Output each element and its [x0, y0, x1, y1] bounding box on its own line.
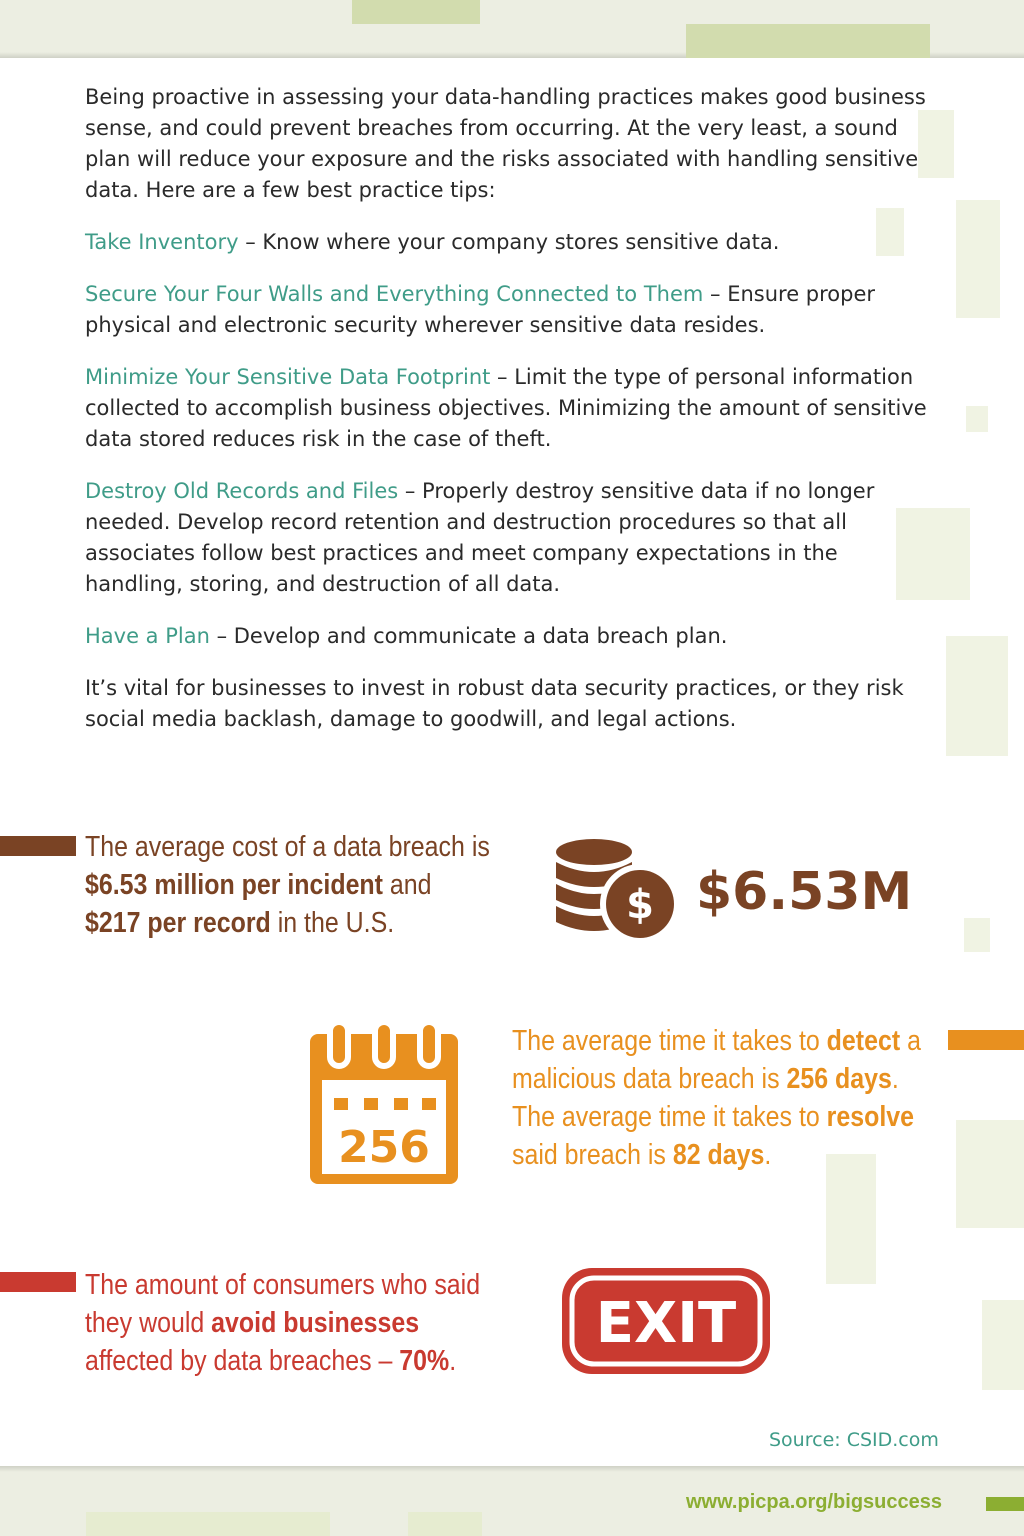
- deco-block: [686, 24, 930, 58]
- exit-sign-text: EXIT: [595, 1291, 737, 1356]
- time-line-2: [512, 1060, 959, 1098]
- tip-title: Destroy Old Records and Files: [85, 479, 399, 503]
- closing-paragraph: It’s vital for businesses to invest in robust data security practices, or they risk social media backlash, damage to goodwill, and legal actions.: [85, 676, 904, 731]
- cost-connector: and: [382, 869, 432, 901]
- tip-item: [85, 621, 935, 652]
- time-line-4: [512, 1136, 959, 1174]
- consumer-percent: 70%: [399, 1345, 450, 1377]
- tip-item: [85, 227, 935, 258]
- time-text: malicious data breach is: [512, 1063, 787, 1095]
- exit-sign-icon: [562, 1268, 770, 1374]
- tip-text: – Ensure proper physical and electronic security wherever sensitive data resides.: [85, 282, 876, 337]
- time-detect: detect: [826, 1025, 901, 1057]
- cost-stat-text: [85, 828, 515, 942]
- tip-title: Have a Plan: [85, 624, 210, 648]
- stat-accent-bar: [0, 836, 76, 856]
- tip-item: [85, 279, 935, 341]
- article-body: [85, 82, 935, 756]
- website-link[interactable]: www.picpa.org/bigsuccess: [686, 1491, 942, 1513]
- cost-per-incident: $6.53 million per incident: [85, 869, 383, 901]
- source-credit: Source: CSID.com: [769, 1429, 939, 1451]
- time-resolve: resolve: [826, 1101, 915, 1133]
- tip-item: [85, 362, 935, 455]
- cost-line-3: [85, 904, 515, 942]
- time-text: .: [764, 1139, 772, 1171]
- consumer-avoid: avoid businesses: [211, 1307, 420, 1339]
- consumer-stat-text: [85, 1266, 532, 1380]
- tip-title: Take Inventory: [85, 230, 239, 254]
- time-text: a: [900, 1025, 921, 1057]
- time-line-3: [512, 1098, 959, 1136]
- tip-item: [85, 476, 935, 600]
- coins-dollar-icon: [556, 838, 680, 944]
- svg-text:$: $: [626, 882, 654, 928]
- url-accent-bar: [986, 1497, 1024, 1511]
- deco-block: [352, 0, 480, 24]
- consumer-line-3: [85, 1342, 532, 1380]
- tip-title: Minimize Your Sensitive Data Footprint: [85, 365, 491, 389]
- tip-text: – Know where your company stores sensitive data.: [238, 230, 780, 254]
- calendar-number: 256: [338, 1122, 430, 1173]
- tip-title: Secure Your Four Walls and Everything Connected to Them: [85, 282, 704, 306]
- consumer-text: they would: [85, 1307, 212, 1339]
- consumer-text: affected by data breaches –: [85, 1345, 400, 1377]
- deco-block: [956, 200, 1000, 318]
- tip-text: – Properly destroy sensitive data if no longer needed. Develop record retention and destruction procedures so that all associates follow best practices and meet company expectations in the handling, storing, and destruction of all data.: [85, 479, 875, 596]
- cost-big-value: $6.53M: [696, 862, 913, 922]
- stat-accent-bar: [0, 1272, 76, 1292]
- deco-block: [956, 1120, 1024, 1228]
- cost-line-1: The average cost of a data breach is: [85, 831, 490, 863]
- time-text: said breach is: [512, 1139, 673, 1171]
- consumer-text: .: [449, 1345, 457, 1377]
- time-text: .: [891, 1063, 899, 1095]
- deco-block: [86, 1512, 330, 1536]
- deco-block: [946, 636, 1008, 756]
- tip-text: – Limit the type of personal information collected to accomplish business objectives. Minimizing the amount of sensitive data stored reduces risk in the case of theft.: [85, 365, 927, 451]
- time-line-1: [512, 1022, 959, 1060]
- tip-text: – Develop and communicate a data breach plan.: [209, 624, 728, 648]
- intro-paragraph: Being proactive in assessing your data-handling practices makes good business sense, and could prevent breaches from occurring. At the very least, a sound plan will reduce your exposure and the risks associated with handling sensitive data. Here are a few best practice tips:: [85, 85, 926, 202]
- time-text: The average time it takes to: [512, 1101, 827, 1133]
- time-text: The average time it takes to: [512, 1025, 827, 1057]
- time-resolve-days: 82 days: [672, 1139, 765, 1171]
- deco-block: [966, 406, 988, 432]
- deco-block: [408, 1512, 482, 1536]
- cost-per-record: $217 per record: [85, 907, 271, 939]
- time-stat-text: [512, 1022, 959, 1174]
- cost-line-2: [85, 866, 515, 904]
- cost-region: in the U.S.: [270, 907, 395, 939]
- deco-block: [982, 1300, 1024, 1390]
- deco-block: [964, 918, 990, 952]
- consumer-line-2: [85, 1304, 532, 1342]
- time-detect-days: 256 days: [786, 1063, 892, 1095]
- calendar-icon: [310, 1022, 458, 1184]
- stat-accent-bar: [948, 1030, 1024, 1050]
- consumer-line-1: The amount of consumers who said: [85, 1269, 481, 1301]
